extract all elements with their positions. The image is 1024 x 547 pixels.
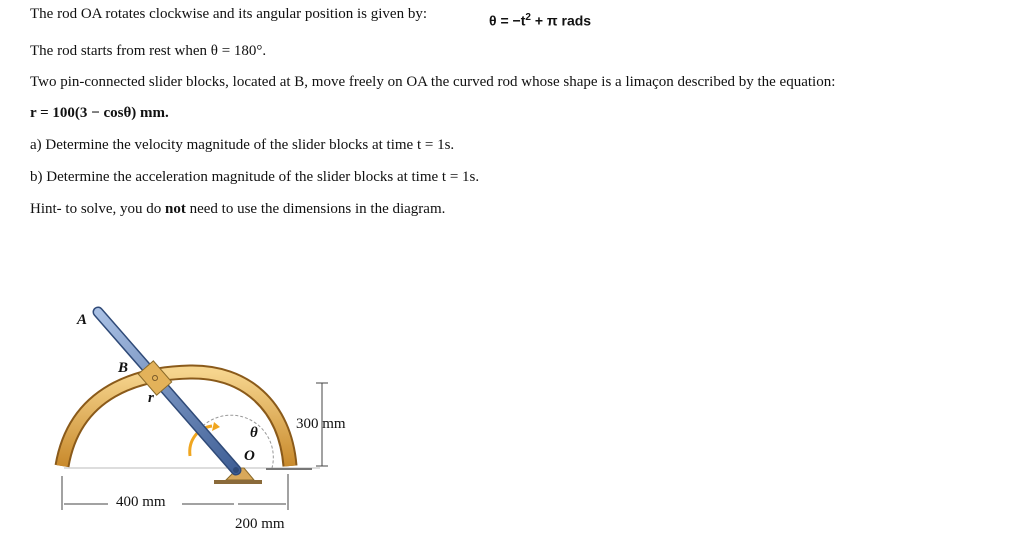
- angular-position-formula: [489, 12, 591, 29]
- curved-rod-outline: [62, 372, 290, 466]
- hint-emphasis: not: [165, 201, 186, 217]
- dimension-300: 300 mm: [296, 416, 346, 432]
- formula-rhs: + π rads: [534, 12, 592, 29]
- formula-exponent: 2: [525, 12, 531, 23]
- dimension-400: 400 mm: [116, 494, 166, 510]
- question-b: b) Determine the acceleration magnitude of the slider blocks at time t = 1s.: [30, 169, 480, 185]
- rotation-arrowhead-icon: [212, 422, 220, 431]
- hint-pre: Hint- to solve, you do: [30, 201, 165, 217]
- problem-line-sliders: Two pin-connected slider blocks, located at B, move freely on OA the curved rod whose shape is a limaçon described by the equation:: [30, 74, 836, 90]
- hint-post: need to use the dimensions in the diagram.: [185, 201, 446, 217]
- formula-lhs: θ = −t: [489, 12, 526, 29]
- mechanism-diagram: [30, 280, 370, 540]
- dimension-200: 200 mm: [235, 516, 285, 532]
- problem-line-initial: The rod starts from rest when θ = 180°.: [30, 43, 267, 59]
- problem-line-rotation: The rod OA rotates clockwise and its angular position is given by:: [30, 6, 428, 22]
- pin-o: [233, 467, 239, 473]
- support-base: [214, 480, 262, 484]
- label-r: r: [148, 390, 154, 406]
- label-a: A: [77, 312, 88, 328]
- limacon-equation: r = 100(3 − cosθ) mm.: [30, 105, 169, 121]
- question-a: a) Determine the velocity magnitude of the slider blocks at time t = 1s.: [30, 137, 455, 153]
- label-theta: θ: [250, 425, 258, 441]
- hint: [30, 201, 445, 218]
- label-o: O: [244, 448, 255, 464]
- label-b: B: [118, 360, 129, 376]
